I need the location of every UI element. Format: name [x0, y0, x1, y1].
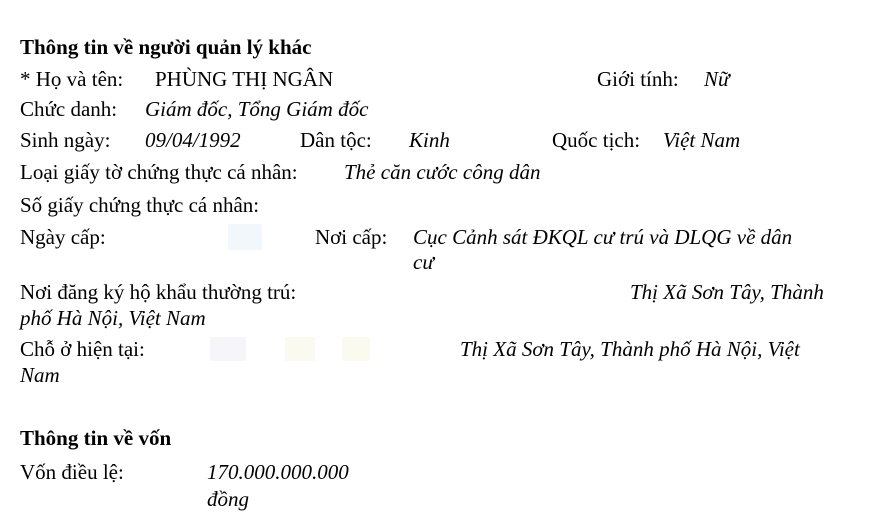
- ethnicity-label: Dân tộc:: [300, 128, 372, 152]
- name-value: PHÙNG THỊ NGÂN: [155, 67, 334, 91]
- charter-capital-label: Vốn điều lệ:: [20, 460, 124, 484]
- ethnicity-value: Kinh: [409, 128, 450, 152]
- section-heading-manager: Thông tin về người quản lý khác: [20, 35, 312, 59]
- current-address-label: Chỗ ở hiện tại:: [20, 337, 145, 361]
- issue-place-line1: Cục Cảnh sát ĐKQL cư trú và DLQG về dân: [413, 225, 793, 249]
- redacted-address-part-1: [210, 337, 246, 361]
- charter-capital-line1: 170.000.000.000: [207, 460, 349, 484]
- dob-value: 09/04/1992: [145, 128, 241, 152]
- section-heading-capital: Thông tin về vốn: [20, 426, 172, 450]
- dob-label: Sinh ngày:: [20, 128, 111, 152]
- current-address-line1: Thị Xã Sơn Tây, Thành phố Hà Nội, Việt: [460, 337, 800, 361]
- gender-label: Giới tính:: [597, 67, 679, 91]
- issue-place-label: Nơi cấp:: [315, 225, 388, 249]
- redacted-address-part-3: [342, 337, 370, 361]
- nationality-value: Việt Nam: [663, 128, 741, 152]
- title-value: Giám đốc, Tổng Giám đốc: [145, 97, 369, 121]
- charter-capital-line2: đồng: [207, 487, 249, 511]
- permanent-address-label: Nơi đăng ký hộ khẩu thường trú:: [20, 280, 297, 304]
- issue-place-line2: cư: [413, 250, 434, 274]
- name-label: * Họ và tên:: [20, 67, 124, 91]
- current-address-line2: Nam: [20, 363, 60, 387]
- id-type-value: Thẻ căn cước công dân: [344, 160, 541, 184]
- nationality-label: Quốc tịch:: [552, 128, 641, 152]
- permanent-address-line2: phố Hà Nội, Việt Nam: [20, 306, 206, 330]
- title-label: Chức danh:: [20, 97, 118, 121]
- issue-date-label: Ngày cấp:: [20, 225, 106, 249]
- id-number-label: Số giấy chứng thực cá nhân:: [20, 193, 260, 217]
- redacted-issue-date: [228, 224, 262, 250]
- id-type-label: Loại giấy tờ chứng thực cá nhân:: [20, 160, 298, 184]
- gender-value: Nữ: [704, 67, 730, 91]
- redacted-address-part-2: [285, 337, 315, 361]
- permanent-address-line1: Thị Xã Sơn Tây, Thành: [630, 280, 824, 304]
